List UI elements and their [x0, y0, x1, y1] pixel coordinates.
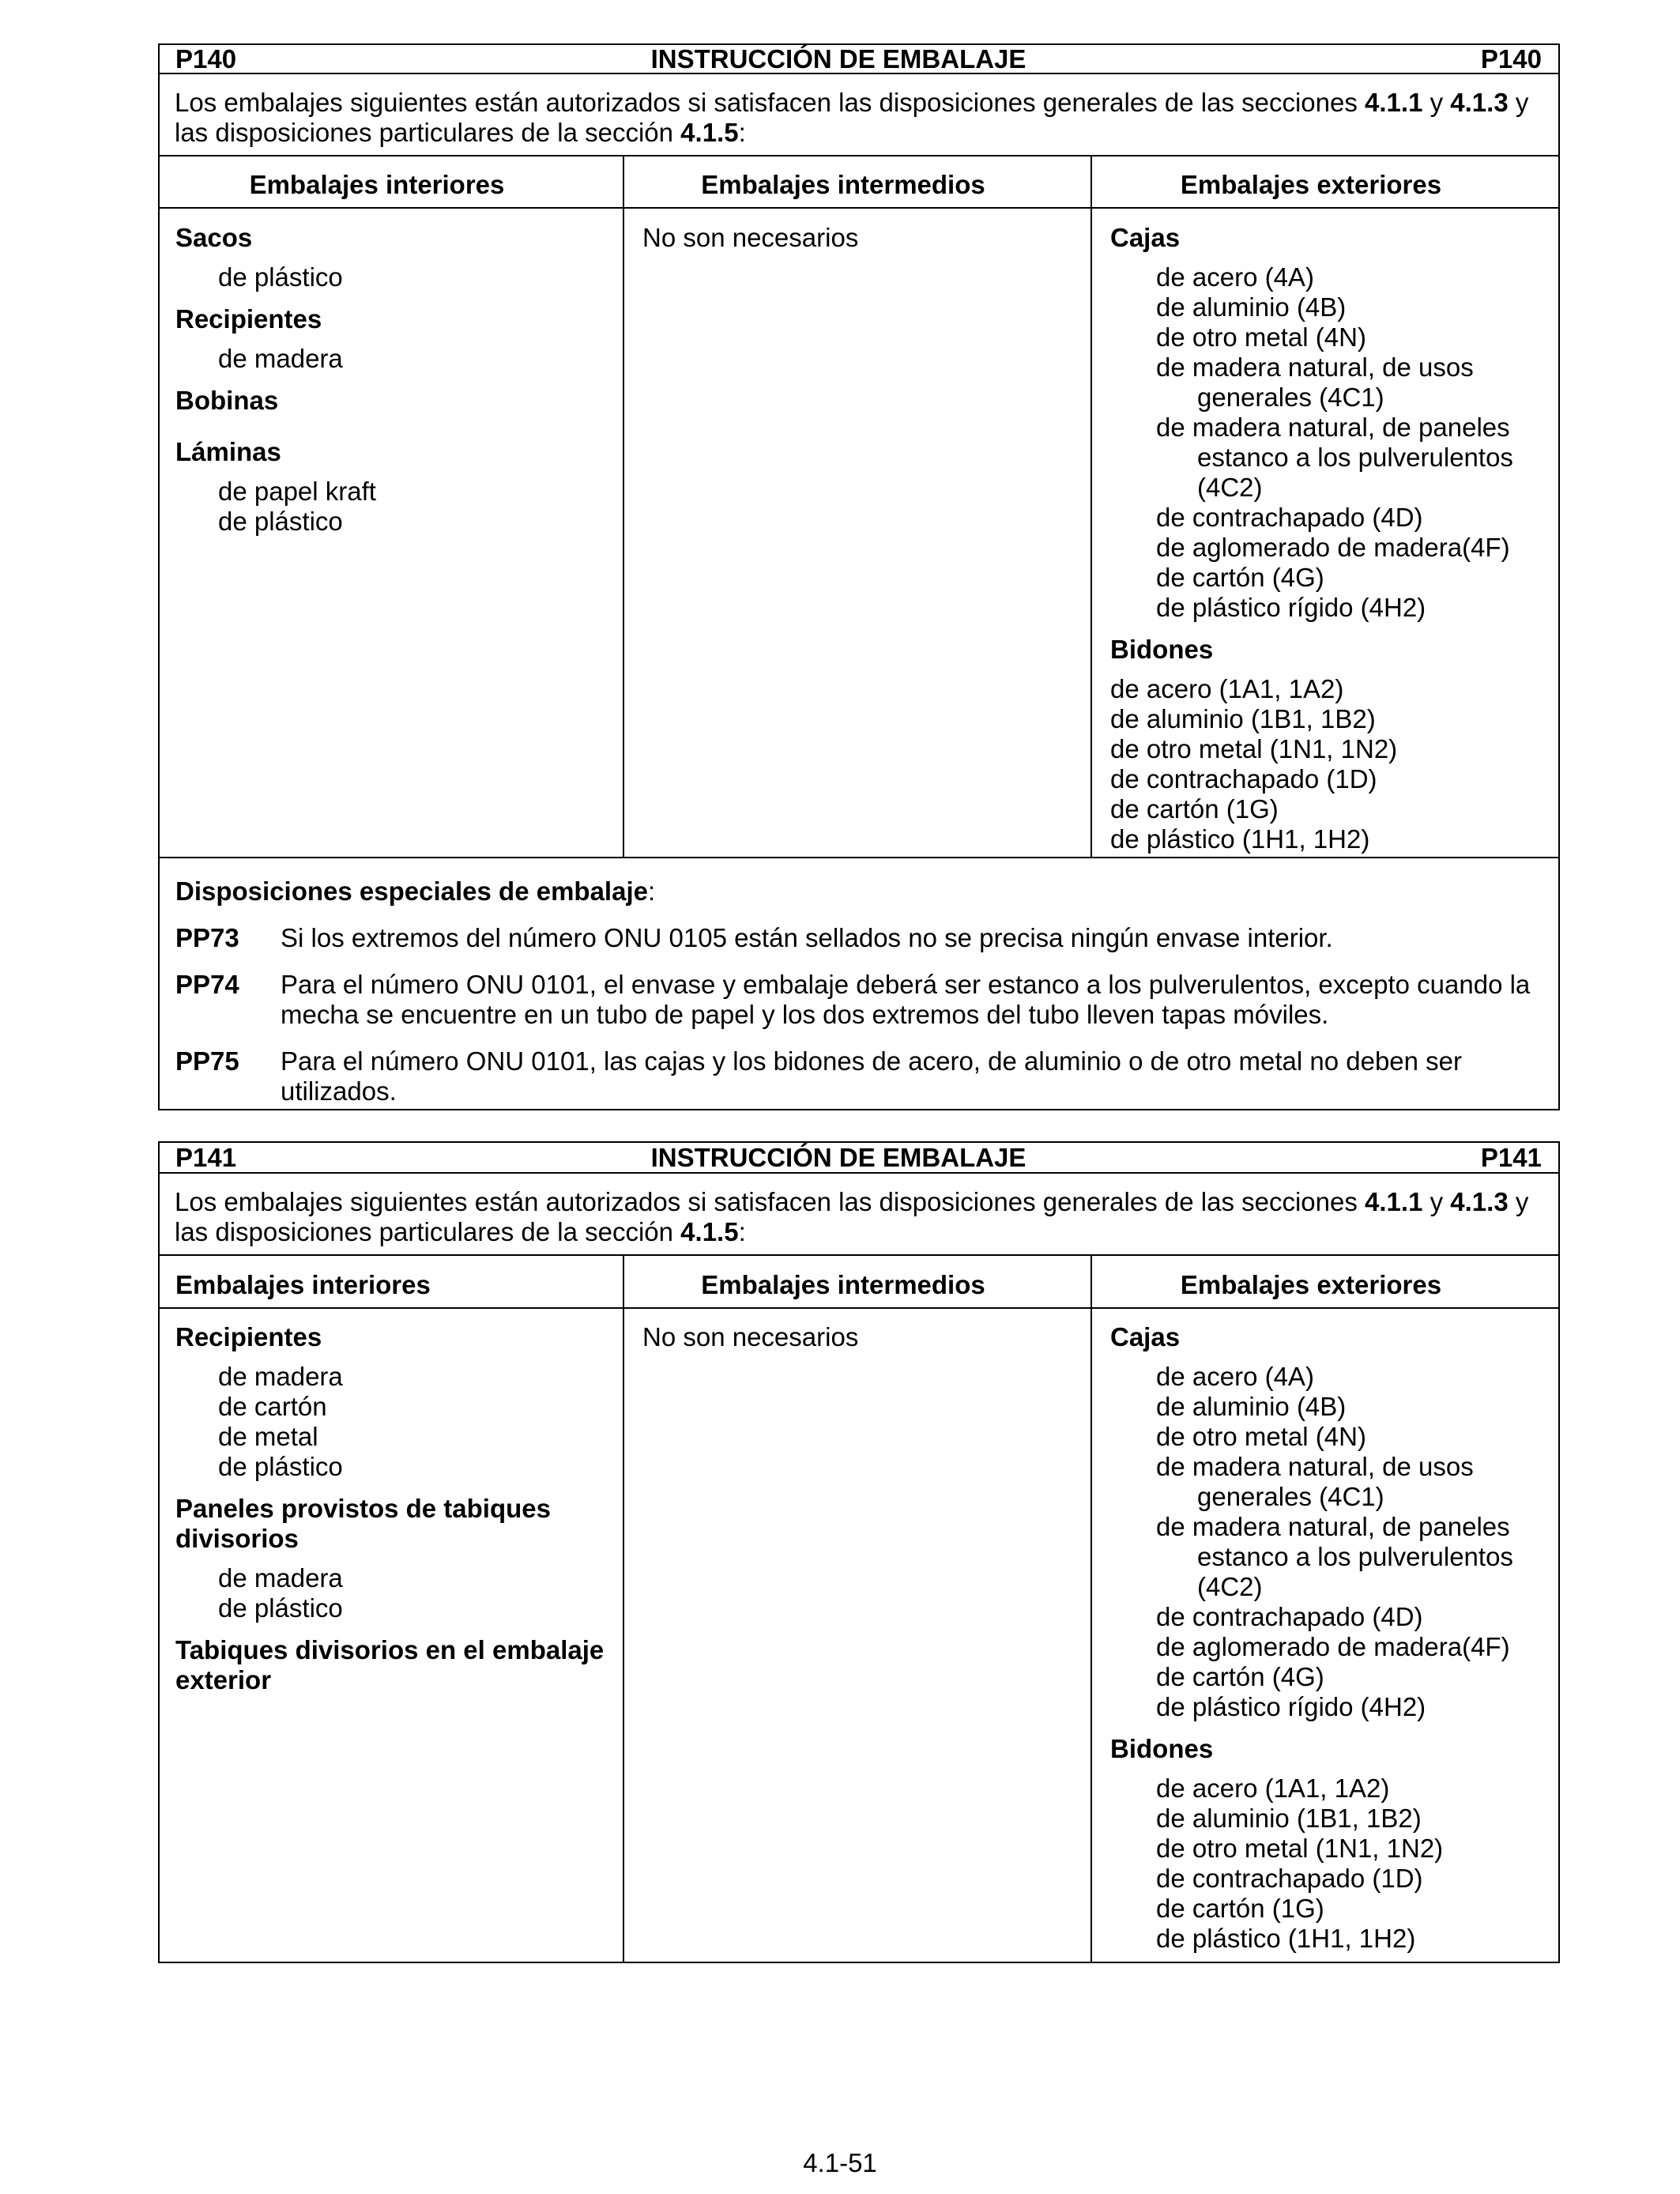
list-item: de acero (4A) [1156, 1362, 1314, 1391]
intermediate-packagings [624, 209, 1092, 857]
list-item: de madera natural, de paneles estanco a los pulverulentos (4C2) [1156, 1512, 1513, 1601]
provision-code: PP75 [175, 1046, 239, 1076]
packing-instruction-p141 [158, 1141, 1560, 1963]
packing-instruction-p140 [158, 43, 1560, 1110]
intro-text: : [738, 118, 746, 147]
list-item: de contrachapado (4D) [1156, 1602, 1423, 1631]
list-item: de plástico (1H1, 1H2) [1110, 824, 1370, 854]
list-item: de madera [218, 344, 343, 373]
provision-text: Para el número ONU 0101, el envase y embalaje deberá ser estanco a los pulverulentos, excepto cuando la mecha se encuentre en un tubo de papel y los dos extremos del tubo lleven tapas móviles. [281, 970, 1531, 1029]
list-item: de aglomerado de madera(4F) [1156, 533, 1510, 562]
instruction-title: INSTRUCCIÓN DE EMBALAJE [650, 44, 1026, 74]
group-heading: Bobinas [175, 386, 279, 415]
special-provisions-colon: : [647, 876, 656, 906]
inner-packagings [160, 209, 624, 857]
intermediate-packagings [624, 1309, 1092, 1962]
list-item: de cartón (1G) [1156, 1894, 1324, 1923]
intro-text: las disposiciones particulares de la sección [175, 118, 681, 147]
column-headers [160, 156, 1558, 209]
intro-line [175, 118, 1543, 148]
list-item: de madera natural, de paneles estanco a los pulverulentos (4C2) [1156, 413, 1513, 502]
instruction-intro [160, 74, 1558, 156]
section-reference: 4.1.5 [680, 1217, 739, 1246]
provision-text: Si los extremos del número ONU 0105 están sellados no se precisa ningún envase interior. [281, 923, 1333, 952]
intro-line [175, 1217, 1543, 1247]
column-headers [160, 1256, 1558, 1309]
intermediate-text: No son necesarios [642, 1322, 859, 1351]
list-item: de cartón [218, 1392, 327, 1421]
intro-text: las disposiciones particulares de la sección [175, 1217, 681, 1246]
list-item: de plástico rígido (4H2) [1156, 593, 1426, 622]
packaging-group [175, 1494, 623, 1623]
list-item: de cartón (4G) [1156, 1662, 1324, 1691]
list-item: de contrachapado (4D) [1156, 503, 1423, 532]
list-item: de aluminio (1B1, 1B2) [1110, 704, 1376, 733]
provision-code: PP74 [175, 970, 239, 999]
list-item: de aluminio (4B) [1156, 1392, 1347, 1421]
list-item: de aluminio (4B) [1156, 292, 1347, 322]
list-item: de plástico [218, 1593, 343, 1623]
list-item: de otro metal (1N1, 1N2) [1110, 734, 1398, 763]
instruction-title: INSTRUCCIÓN DE EMBALAJE [650, 1143, 1026, 1172]
list-item: de madera natural, de usos generales (4C1) [1156, 1452, 1474, 1511]
column-header-intermediate: Embalajes intermedios [624, 1256, 1092, 1307]
intro-text: y [1508, 88, 1529, 117]
instruction-intro [160, 1174, 1558, 1256]
instruction-header [160, 1143, 1558, 1174]
list-item: de madera [218, 1362, 343, 1391]
list-item: de otro metal (1N1, 1N2) [1156, 1834, 1444, 1863]
list-item: de aluminio (1B1, 1B2) [1156, 1804, 1422, 1833]
list-item: de contrachapado (1D) [1156, 1864, 1423, 1893]
column-header-outer: Embalajes exteriores [1180, 1270, 1442, 1299]
list-item: de metal [218, 1422, 318, 1451]
intro-text: y [1422, 1187, 1451, 1216]
section-reference: 4.1.3 [1450, 88, 1509, 117]
list-item: de madera [218, 1563, 343, 1593]
packaging-group [1110, 1322, 1558, 1722]
inner-packagings [160, 1309, 624, 1962]
group-heading: Tabiques divisorios en el embalaje exterior [175, 1635, 605, 1695]
special-provisions [160, 858, 1558, 1109]
instruction-code-left: P140 [175, 44, 237, 74]
group-heading: Láminas [175, 437, 281, 466]
section-reference: 4.1.1 [1365, 1187, 1423, 1216]
intermediate-text: No son necesarios [642, 223, 859, 252]
intro-text: Los embalajes siguientes están autorizados si satisfacen las disposiciones generales de las secciones [175, 88, 1365, 117]
list-item: de madera natural, de usos generales (4C1) [1156, 352, 1474, 412]
packaging-group [175, 1635, 623, 1705]
special-provisions-heading [175, 876, 1543, 907]
list-item: de acero (1A1, 1A2) [1156, 1774, 1390, 1803]
page-number: 4.1-51 [803, 2148, 877, 2177]
packagings-body [160, 1309, 1558, 1962]
instruction-code-right: P141 [1480, 1143, 1542, 1172]
intro-text: Los embalajes siguientes están autorizados si satisfacen las disposiciones generales de las secciones [175, 1187, 1365, 1216]
section-reference: 4.1.3 [1450, 1187, 1509, 1216]
list-item: de aglomerado de madera(4F) [1156, 1632, 1510, 1661]
list-item: de plástico rígido (4H2) [1156, 1692, 1426, 1721]
list-item: de acero (1A1, 1A2) [1110, 674, 1344, 703]
packaging-group [1110, 635, 1558, 854]
group-heading: Recipientes [175, 1322, 322, 1351]
packaging-group [175, 304, 623, 374]
group-heading: Bidones [1110, 635, 1214, 664]
provision-code: PP73 [175, 923, 239, 952]
group-heading: Sacos [175, 223, 253, 252]
list-item: de plástico [218, 507, 343, 536]
list-item: de plástico [218, 262, 343, 292]
provision-pp75 [175, 1046, 1543, 1106]
instruction-code-left: P141 [175, 1143, 237, 1172]
list-item: de otro metal (4N) [1156, 1422, 1366, 1451]
list-item: de cartón (1G) [1110, 794, 1279, 824]
intro-line [175, 1187, 1543, 1217]
outer-packagings [1092, 209, 1558, 857]
list-item: de plástico [218, 1452, 343, 1481]
instruction-header [160, 45, 1558, 74]
provision-pp73 [175, 923, 1543, 953]
group-heading: Cajas [1110, 223, 1181, 252]
special-provisions-title: Disposiciones especiales de embalaje [175, 876, 648, 906]
intro-text: y [1508, 1187, 1529, 1216]
intro-text: : [738, 1217, 746, 1246]
column-header-inner: Embalajes interiores [160, 156, 624, 207]
provision-text: Para el número ONU 0101, las cajas y los bidones de acero, de aluminio o de otro metal no deben ser utilizados. [281, 1046, 1463, 1106]
list-item: de cartón (4G) [1156, 563, 1324, 592]
list-item: de papel kraft [218, 477, 376, 506]
list-item: de contrachapado (1D) [1110, 764, 1377, 794]
group-heading: Bidones [1110, 1734, 1214, 1763]
list-item: de otro metal (4N) [1156, 322, 1366, 352]
column-header-intermediate: Embalajes intermedios [624, 156, 1092, 207]
packaging-group [175, 437, 623, 537]
intro-line [175, 88, 1543, 118]
provision-pp74 [175, 970, 1543, 1030]
packaging-group [175, 223, 623, 292]
group-heading: Paneles provistos de tabiques divisorios [175, 1494, 551, 1553]
packaging-group [1110, 1734, 1558, 1954]
section-reference: 4.1.5 [680, 118, 739, 147]
group-heading: Recipientes [175, 304, 322, 334]
packaging-group [175, 386, 623, 425]
column-header-inner: Embalajes interiores [160, 1256, 624, 1307]
packagings-body [160, 209, 1558, 858]
instruction-code-right: P140 [1480, 44, 1542, 74]
packaging-group [175, 1322, 623, 1482]
list-item: de plástico (1H1, 1H2) [1156, 1924, 1416, 1953]
column-header-outer: Embalajes exteriores [1180, 170, 1442, 199]
intro-text: y [1422, 88, 1451, 117]
outer-packagings [1092, 1309, 1558, 1962]
packaging-group [1110, 223, 1558, 623]
group-heading: Cajas [1110, 1322, 1181, 1351]
list-item: de acero (4A) [1156, 262, 1314, 292]
section-reference: 4.1.1 [1365, 88, 1423, 117]
